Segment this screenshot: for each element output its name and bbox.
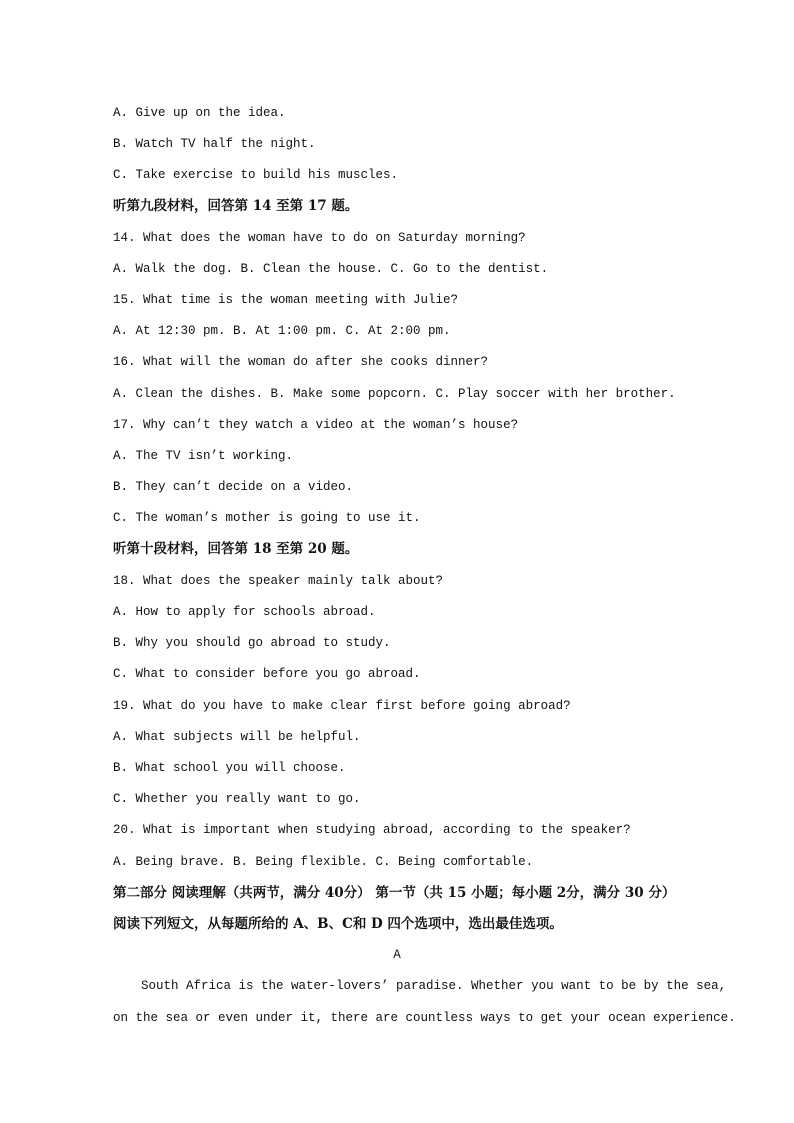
question-18-option-a: A. How to apply for schools abroad. — [113, 605, 376, 619]
question-15-options: A. At 12:30 pm. B. At 1:00 pm. C. At 2:00 pm. — [113, 324, 451, 338]
section-heading-9: 听第九段材料，回答第 14 至第 17 题。 — [113, 198, 359, 214]
question-18-option-b: B. Why you should go abroad to study. — [113, 636, 391, 650]
question-17-option-b: B. They can’t decide on a video. — [113, 480, 354, 494]
passage-line-2: on the sea or even under it, there are countless ways to get your ocean experience. — [113, 1011, 736, 1025]
reading-instructions: 阅读下列短文，从每题所给的 A、B、C和 D 四个选项中，选出最佳选项。 — [113, 916, 563, 932]
question-20-options: A. Being brave. B. Being flexible. C. Being comfortable. — [113, 855, 534, 869]
question-17-option-a: A. The TV isn’t working. — [113, 449, 294, 463]
question-14: 14. What does the woman have to do on Saturday morning? — [113, 231, 526, 245]
question-14-options: A. Walk the dog. B. Clean the house. C. Go to the dentist. — [113, 262, 549, 276]
passage-label: A — [393, 948, 401, 962]
question-16: 16. What will the woman do after she cooks dinner? — [113, 355, 489, 369]
question-18-option-c: C. What to consider before you go abroad. — [113, 667, 421, 681]
passage-line-1: South Africa is the water-lovers’ paradise. Whether you want to be by the sea, — [141, 979, 727, 993]
question-19: 19. What do you have to make clear first before going abroad? — [113, 699, 571, 713]
question-18: 18. What does the speaker mainly talk about? — [113, 574, 444, 588]
q13-option-a: A. Give up on the idea. — [113, 106, 286, 120]
question-19-option-a: A. What subjects will be helpful. — [113, 730, 361, 744]
question-16-options: A. Clean the dishes. B. Make some popcorn. C. Play soccer with her brother. — [113, 387, 676, 401]
q13-option-b: B. Watch TV half the night. — [113, 137, 316, 151]
question-20: 20. What is important when studying abroad, according to the speaker? — [113, 823, 631, 837]
question-15: 15. What time is the woman meeting with Julie? — [113, 293, 459, 307]
question-17-option-c: C. The woman’s mother is going to use it. — [113, 511, 421, 525]
question-19-option-c: C. Whether you really want to go. — [113, 792, 361, 806]
q13-option-c: C. Take exercise to build his muscles. — [113, 168, 399, 182]
question-17: 17. Why can’t they watch a video at the woman’s house? — [113, 418, 519, 432]
question-19-option-b: B. What school you will choose. — [113, 761, 346, 775]
section-heading-10: 听第十段材料，回答第 18 至第 20 题。 — [113, 541, 359, 557]
part-two-heading: 第二部分 阅读理解（共两节，满分 40分） 第一节（共 15 小题；每小题 2分，满分 30 分） — [113, 885, 676, 901]
